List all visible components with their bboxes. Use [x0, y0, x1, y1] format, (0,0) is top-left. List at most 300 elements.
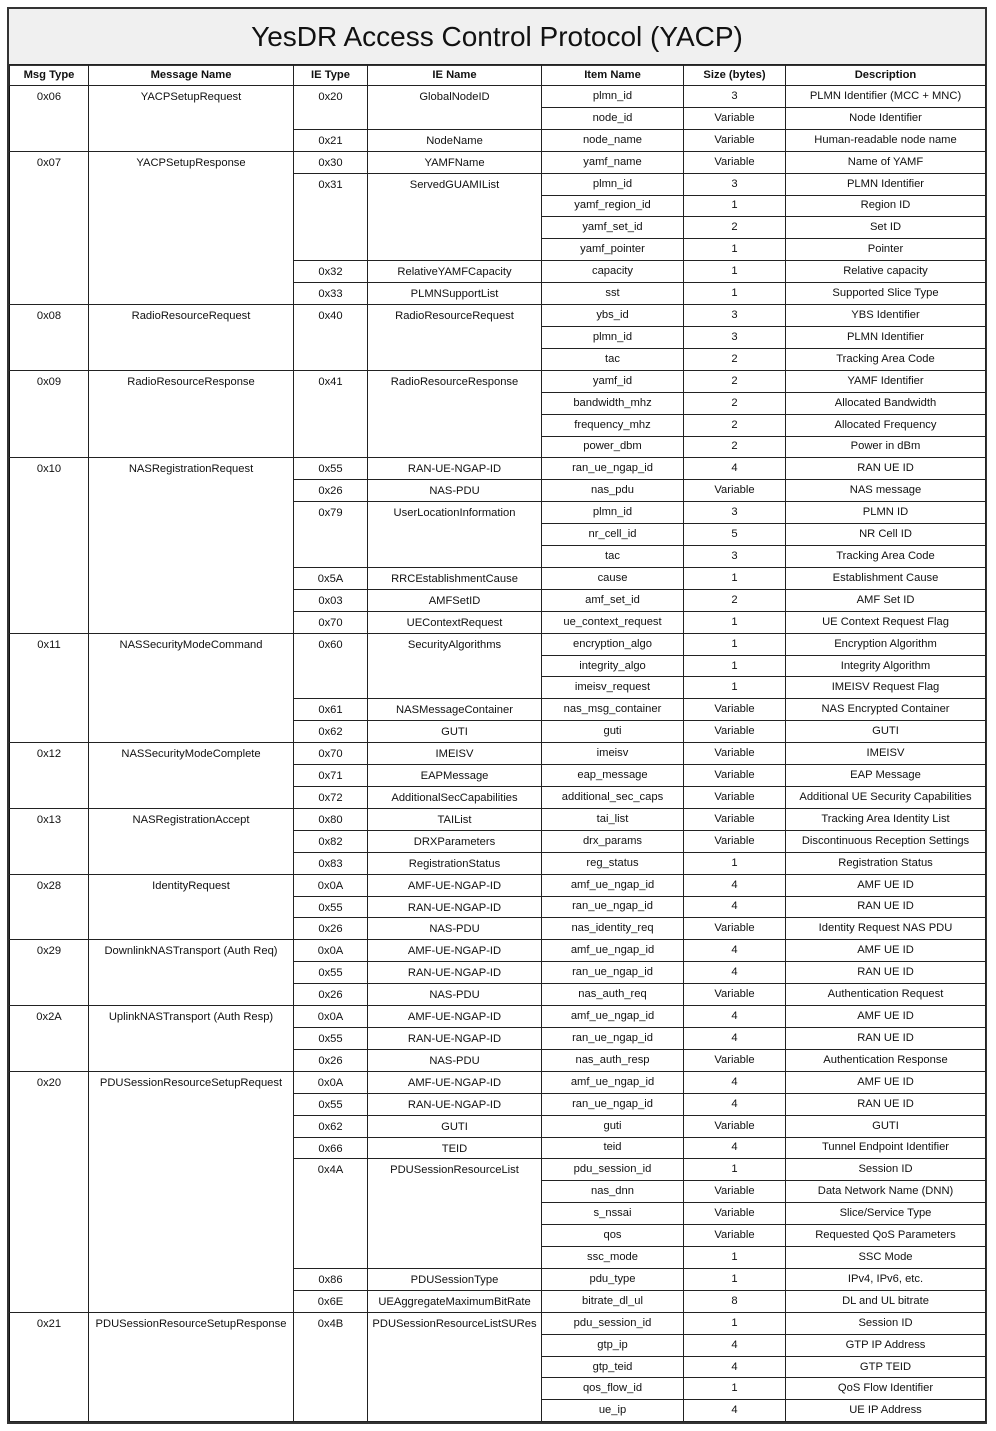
size-cell: Variable: [684, 765, 786, 787]
size-cell: Variable: [684, 107, 786, 129]
description-cell: Encryption Algorithm: [786, 633, 986, 655]
size-cell: Variable: [684, 918, 786, 940]
item-name-cell: bitrate_dl_ul: [542, 1290, 684, 1312]
description-cell: Slice/Service Type: [786, 1203, 986, 1225]
ie-name-cell: NAS-PDU: [368, 984, 542, 1006]
size-cell: 1: [684, 239, 786, 261]
table-row: [10, 743, 986, 765]
description-cell: Human-readable node name: [786, 129, 986, 151]
ie-type-cell: 0x55: [294, 1027, 368, 1049]
description-cell: GTP TEID: [786, 1356, 986, 1378]
description-cell: Set ID: [786, 217, 986, 239]
size-cell: 1: [684, 195, 786, 217]
column-header-item-name: Item Name: [542, 65, 684, 86]
item-name-cell: plmn_id: [542, 86, 684, 108]
ie-type-cell: 0x21: [294, 129, 368, 151]
item-name-cell: teid: [542, 1137, 684, 1159]
item-name-cell: qos_flow_id: [542, 1378, 684, 1400]
size-cell: 4: [684, 1027, 786, 1049]
description-cell: Tracking Area Code: [786, 348, 986, 370]
message-name-cell: UplinkNASTransport (Auth Resp): [89, 1006, 294, 1072]
description-cell: PLMN Identifier (MCC + MNC): [786, 86, 986, 108]
size-cell: 4: [684, 1137, 786, 1159]
ie-type-cell: 0x6E: [294, 1290, 368, 1312]
message-name-cell: RadioResourceResponse: [89, 370, 294, 458]
item-name-cell: yamf_name: [542, 151, 684, 173]
item-name-cell: reg_status: [542, 852, 684, 874]
ie-name-cell: PDUSessionType: [368, 1268, 542, 1290]
size-cell: 1: [684, 852, 786, 874]
description-cell: GUTI: [786, 1115, 986, 1137]
item-name-cell: plmn_id: [542, 326, 684, 348]
description-cell: PLMN Identifier: [786, 173, 986, 195]
msg-type-cell: 0x08: [10, 305, 89, 371]
item-name-cell: pdu_type: [542, 1268, 684, 1290]
table-row: [10, 633, 986, 655]
description-cell: DL and UL bitrate: [786, 1290, 986, 1312]
size-cell: Variable: [684, 1115, 786, 1137]
size-cell: 4: [684, 1334, 786, 1356]
ie-type-cell: 0x66: [294, 1137, 368, 1159]
description-cell: Allocated Frequency: [786, 414, 986, 436]
ie-type-cell: 0x0A: [294, 874, 368, 896]
ie-name-cell: PDUSessionResourceList: [368, 1159, 542, 1269]
description-cell: Pointer: [786, 239, 986, 261]
item-name-cell: ran_ue_ngap_id: [542, 458, 684, 480]
size-cell: Variable: [684, 984, 786, 1006]
description-cell: Supported Slice Type: [786, 283, 986, 305]
ie-type-cell: 0x03: [294, 589, 368, 611]
ie-name-cell: RAN-UE-NGAP-ID: [368, 1027, 542, 1049]
description-cell: EAP Message: [786, 765, 986, 787]
size-cell: 1: [684, 567, 786, 589]
ie-name-cell: UserLocationInformation: [368, 502, 542, 568]
size-cell: 3: [684, 86, 786, 108]
message-name-cell: YACPSetupResponse: [89, 151, 294, 304]
size-cell: 8: [684, 1290, 786, 1312]
ie-type-cell: 0x0A: [294, 1071, 368, 1093]
item-name-cell: nr_cell_id: [542, 524, 684, 546]
ie-name-cell: GUTI: [368, 721, 542, 743]
item-name-cell: integrity_algo: [542, 655, 684, 677]
ie-type-cell: 0x26: [294, 480, 368, 502]
size-cell: 4: [684, 896, 786, 918]
description-cell: Tracking Area Identity List: [786, 808, 986, 830]
ie-type-cell: 0x83: [294, 852, 368, 874]
size-cell: 2: [684, 348, 786, 370]
size-cell: Variable: [684, 808, 786, 830]
msg-type-cell: 0x13: [10, 808, 89, 874]
ie-name-cell: NASMessageContainer: [368, 699, 542, 721]
ie-name-cell: RRCEstablishmentCause: [368, 567, 542, 589]
ie-name-cell: RAN-UE-NGAP-ID: [368, 1093, 542, 1115]
description-cell: IMEISV Request Flag: [786, 677, 986, 699]
description-cell: Discontinuous Reception Settings: [786, 830, 986, 852]
ie-type-cell: 0x62: [294, 721, 368, 743]
document-frame: [7, 7, 987, 1424]
size-cell: 1: [684, 1268, 786, 1290]
item-name-cell: nas_auth_resp: [542, 1049, 684, 1071]
message-name-cell: IdentityRequest: [89, 874, 294, 940]
size-cell: 1: [684, 283, 786, 305]
ie-name-cell: NAS-PDU: [368, 1049, 542, 1071]
item-name-cell: frequency_mhz: [542, 414, 684, 436]
item-name-cell: gtp_ip: [542, 1334, 684, 1356]
item-name-cell: plmn_id: [542, 173, 684, 195]
description-cell: AMF UE ID: [786, 1071, 986, 1093]
msg-type-cell: 0x06: [10, 86, 89, 152]
description-cell: AMF UE ID: [786, 940, 986, 962]
ie-type-cell: 0x0A: [294, 1006, 368, 1028]
ie-type-cell: 0x70: [294, 743, 368, 765]
ie-name-cell: RAN-UE-NGAP-ID: [368, 896, 542, 918]
description-cell: RAN UE ID: [786, 896, 986, 918]
msg-type-cell: 0x10: [10, 458, 89, 633]
table-row: [10, 86, 986, 108]
msg-type-cell: 0x12: [10, 743, 89, 809]
size-cell: Variable: [684, 1203, 786, 1225]
item-name-cell: qos: [542, 1225, 684, 1247]
size-cell: 4: [684, 940, 786, 962]
ie-name-cell: PDUSessionResourceListSURes: [368, 1312, 542, 1422]
item-name-cell: eap_message: [542, 765, 684, 787]
table-row: [10, 874, 986, 896]
ie-type-cell: 0x60: [294, 633, 368, 699]
description-cell: Identity Request NAS PDU: [786, 918, 986, 940]
description-cell: YAMF Identifier: [786, 370, 986, 392]
ie-type-cell: 0x71: [294, 765, 368, 787]
description-cell: Establishment Cause: [786, 567, 986, 589]
size-cell: 1: [684, 1247, 786, 1269]
item-name-cell: ue_context_request: [542, 611, 684, 633]
description-cell: YBS Identifier: [786, 305, 986, 327]
item-name-cell: amf_set_id: [542, 589, 684, 611]
column-header-ie-name: IE Name: [368, 65, 542, 86]
size-cell: 4: [684, 1071, 786, 1093]
ie-type-cell: 0x26: [294, 1049, 368, 1071]
item-name-cell: yamf_set_id: [542, 217, 684, 239]
item-name-cell: amf_ue_ngap_id: [542, 1071, 684, 1093]
ie-type-cell: 0x82: [294, 830, 368, 852]
ie-type-cell: 0x55: [294, 1093, 368, 1115]
ie-name-cell: RAN-UE-NGAP-ID: [368, 458, 542, 480]
size-cell: Variable: [684, 1049, 786, 1071]
size-cell: Variable: [684, 699, 786, 721]
msg-type-cell: 0x09: [10, 370, 89, 458]
table-row: [10, 808, 986, 830]
ie-name-cell: TEID: [368, 1137, 542, 1159]
item-name-cell: amf_ue_ngap_id: [542, 1006, 684, 1028]
item-name-cell: imeisv: [542, 743, 684, 765]
description-cell: GUTI: [786, 721, 986, 743]
size-cell: Variable: [684, 721, 786, 743]
ie-name-cell: DRXParameters: [368, 830, 542, 852]
description-cell: Authentication Request: [786, 984, 986, 1006]
table-row: [10, 1006, 986, 1028]
description-cell: Tracking Area Code: [786, 546, 986, 568]
description-cell: Session ID: [786, 1159, 986, 1181]
table-row: [10, 1312, 986, 1334]
ie-name-cell: UEContextRequest: [368, 611, 542, 633]
ie-name-cell: AMF-UE-NGAP-ID: [368, 874, 542, 896]
ie-name-cell: IMEISV: [368, 743, 542, 765]
table-body: [10, 86, 986, 1422]
size-cell: 2: [684, 589, 786, 611]
ie-name-cell: GUTI: [368, 1115, 542, 1137]
column-header-ie-type: IE Type: [294, 65, 368, 86]
size-cell: 1: [684, 1159, 786, 1181]
description-cell: PLMN ID: [786, 502, 986, 524]
size-cell: Variable: [684, 787, 786, 809]
item-name-cell: additional_sec_caps: [542, 787, 684, 809]
message-name-cell: NASRegistrationRequest: [89, 458, 294, 633]
ie-name-cell: AMFSetID: [368, 589, 542, 611]
ie-name-cell: RegistrationStatus: [368, 852, 542, 874]
size-cell: 4: [684, 1400, 786, 1422]
item-name-cell: plmn_id: [542, 502, 684, 524]
description-cell: RAN UE ID: [786, 458, 986, 480]
description-cell: Registration Status: [786, 852, 986, 874]
item-name-cell: drx_params: [542, 830, 684, 852]
size-cell: 4: [684, 962, 786, 984]
description-cell: QoS Flow Identifier: [786, 1378, 986, 1400]
description-cell: GTP IP Address: [786, 1334, 986, 1356]
ie-type-cell: 0x0A: [294, 940, 368, 962]
column-header-size: Size (bytes): [684, 65, 786, 86]
item-name-cell: nas_auth_req: [542, 984, 684, 1006]
description-cell: UE IP Address: [786, 1400, 986, 1422]
description-cell: Integrity Algorithm: [786, 655, 986, 677]
item-name-cell: sst: [542, 283, 684, 305]
ie-name-cell: YAMFName: [368, 151, 542, 173]
description-cell: NAS message: [786, 480, 986, 502]
item-name-cell: guti: [542, 721, 684, 743]
ie-name-cell: GlobalNodeID: [368, 86, 542, 130]
item-name-cell: s_nssai: [542, 1203, 684, 1225]
table-row: [10, 370, 986, 392]
description-cell: SSC Mode: [786, 1247, 986, 1269]
item-name-cell: ran_ue_ngap_id: [542, 1093, 684, 1115]
table-header-row: [10, 65, 986, 86]
ie-type-cell: 0x55: [294, 458, 368, 480]
item-name-cell: amf_ue_ngap_id: [542, 940, 684, 962]
item-name-cell: imeisv_request: [542, 677, 684, 699]
ie-type-cell: 0x70: [294, 611, 368, 633]
message-name-cell: DownlinkNASTransport (Auth Req): [89, 940, 294, 1006]
item-name-cell: tac: [542, 546, 684, 568]
message-name-cell: PDUSessionResourceSetupResponse: [89, 1312, 294, 1422]
ie-type-cell: 0x86: [294, 1268, 368, 1290]
size-cell: 1: [684, 677, 786, 699]
ie-name-cell: PLMNSupportList: [368, 283, 542, 305]
description-cell: RAN UE ID: [786, 962, 986, 984]
item-name-cell: cause: [542, 567, 684, 589]
size-cell: 3: [684, 502, 786, 524]
size-cell: 1: [684, 655, 786, 677]
item-name-cell: bandwidth_mhz: [542, 392, 684, 414]
ie-type-cell: 0x26: [294, 918, 368, 940]
size-cell: 2: [684, 370, 786, 392]
ie-name-cell: TAIList: [368, 808, 542, 830]
item-name-cell: ran_ue_ngap_id: [542, 1027, 684, 1049]
description-cell: NR Cell ID: [786, 524, 986, 546]
item-name-cell: nas_dnn: [542, 1181, 684, 1203]
description-cell: Tunnel Endpoint Identifier: [786, 1137, 986, 1159]
description-cell: AMF Set ID: [786, 589, 986, 611]
description-cell: Power in dBm: [786, 436, 986, 458]
ie-type-cell: 0x41: [294, 370, 368, 458]
description-cell: IPv4, IPv6, etc.: [786, 1268, 986, 1290]
item-name-cell: nas_identity_req: [542, 918, 684, 940]
ie-name-cell: AMF-UE-NGAP-ID: [368, 1006, 542, 1028]
table-row: [10, 940, 986, 962]
item-name-cell: ssc_mode: [542, 1247, 684, 1269]
ie-name-cell: RadioResourceResponse: [368, 370, 542, 458]
ie-type-cell: 0x55: [294, 896, 368, 918]
ie-name-cell: AMF-UE-NGAP-ID: [368, 940, 542, 962]
ie-type-cell: 0x62: [294, 1115, 368, 1137]
msg-type-cell: 0x20: [10, 1071, 89, 1312]
ie-type-cell: 0x31: [294, 173, 368, 261]
size-cell: 2: [684, 436, 786, 458]
ie-name-cell: AdditionalSecCapabilities: [368, 787, 542, 809]
description-cell: Requested QoS Parameters: [786, 1225, 986, 1247]
ie-type-cell: 0x80: [294, 808, 368, 830]
ie-name-cell: NAS-PDU: [368, 480, 542, 502]
size-cell: 2: [684, 217, 786, 239]
description-cell: Region ID: [786, 195, 986, 217]
item-name-cell: amf_ue_ngap_id: [542, 874, 684, 896]
msg-type-cell: 0x11: [10, 633, 89, 743]
ie-type-cell: 0x26: [294, 984, 368, 1006]
ie-name-cell: SecurityAlgorithms: [368, 633, 542, 699]
size-cell: Variable: [684, 1181, 786, 1203]
item-name-cell: ran_ue_ngap_id: [542, 962, 684, 984]
ie-name-cell: RadioResourceRequest: [368, 305, 542, 371]
protocol-table: [9, 64, 986, 1422]
ie-type-cell: 0x4A: [294, 1159, 368, 1269]
table-row: [10, 1071, 986, 1093]
ie-type-cell: 0x32: [294, 261, 368, 283]
ie-type-cell: 0x33: [294, 283, 368, 305]
size-cell: 3: [684, 546, 786, 568]
item-name-cell: pdu_session_id: [542, 1159, 684, 1181]
table-row: [10, 151, 986, 173]
item-name-cell: nas_pdu: [542, 480, 684, 502]
item-name-cell: yamf_id: [542, 370, 684, 392]
item-name-cell: node_id: [542, 107, 684, 129]
item-name-cell: pdu_session_id: [542, 1312, 684, 1334]
ie-name-cell: NAS-PDU: [368, 918, 542, 940]
item-name-cell: power_dbm: [542, 436, 684, 458]
ie-name-cell: RAN-UE-NGAP-ID: [368, 962, 542, 984]
table-row: [10, 458, 986, 480]
ie-name-cell: AMF-UE-NGAP-ID: [368, 1071, 542, 1093]
description-cell: Data Network Name (DNN): [786, 1181, 986, 1203]
item-name-cell: ybs_id: [542, 305, 684, 327]
size-cell: 3: [684, 326, 786, 348]
msg-type-cell: 0x21: [10, 1312, 89, 1422]
ie-name-cell: ServedGUAMIList: [368, 173, 542, 261]
msg-type-cell: 0x28: [10, 874, 89, 940]
message-name-cell: NASRegistrationAccept: [89, 808, 294, 874]
item-name-cell: gtp_teid: [542, 1356, 684, 1378]
item-name-cell: yamf_pointer: [542, 239, 684, 261]
ie-type-cell: 0x79: [294, 502, 368, 568]
description-cell: NAS Encrypted Container: [786, 699, 986, 721]
description-cell: Session ID: [786, 1312, 986, 1334]
size-cell: 1: [684, 611, 786, 633]
ie-type-cell: 0x30: [294, 151, 368, 173]
ie-type-cell: 0x61: [294, 699, 368, 721]
description-cell: IMEISV: [786, 743, 986, 765]
ie-type-cell: 0x55: [294, 962, 368, 984]
column-header-message-name: Message Name: [89, 65, 294, 86]
size-cell: 4: [684, 874, 786, 896]
msg-type-cell: 0x07: [10, 151, 89, 304]
description-cell: AMF UE ID: [786, 874, 986, 896]
size-cell: 2: [684, 392, 786, 414]
item-name-cell: node_name: [542, 129, 684, 151]
description-cell: Relative capacity: [786, 261, 986, 283]
size-cell: 4: [684, 1356, 786, 1378]
msg-type-cell: 0x29: [10, 940, 89, 1006]
message-name-cell: YACPSetupRequest: [89, 86, 294, 152]
message-name-cell: PDUSessionResourceSetupRequest: [89, 1071, 294, 1312]
item-name-cell: tac: [542, 348, 684, 370]
item-name-cell: guti: [542, 1115, 684, 1137]
item-name-cell: yamf_region_id: [542, 195, 684, 217]
item-name-cell: capacity: [542, 261, 684, 283]
ie-type-cell: 0x40: [294, 305, 368, 371]
size-cell: Variable: [684, 129, 786, 151]
size-cell: Variable: [684, 151, 786, 173]
item-name-cell: tai_list: [542, 808, 684, 830]
ie-name-cell: NodeName: [368, 129, 542, 151]
item-name-cell: ran_ue_ngap_id: [542, 896, 684, 918]
size-cell: 3: [684, 173, 786, 195]
ie-type-cell: 0x20: [294, 86, 368, 130]
description-cell: RAN UE ID: [786, 1093, 986, 1115]
size-cell: 1: [684, 1378, 786, 1400]
size-cell: 1: [684, 1312, 786, 1334]
ie-type-cell: 0x4B: [294, 1312, 368, 1422]
ie-type-cell: 0x5A: [294, 567, 368, 589]
description-cell: PLMN Identifier: [786, 326, 986, 348]
description-cell: Additional UE Security Capabilities: [786, 787, 986, 809]
size-cell: 4: [684, 458, 786, 480]
description-cell: Authentication Response: [786, 1049, 986, 1071]
size-cell: 4: [684, 1006, 786, 1028]
item-name-cell: ue_ip: [542, 1400, 684, 1422]
item-name-cell: encryption_algo: [542, 633, 684, 655]
ie-name-cell: UEAggregateMaximumBitRate: [368, 1290, 542, 1312]
item-name-cell: nas_msg_container: [542, 699, 684, 721]
message-name-cell: RadioResourceRequest: [89, 305, 294, 371]
size-cell: Variable: [684, 830, 786, 852]
ie-name-cell: RelativeYAMFCapacity: [368, 261, 542, 283]
description-cell: AMF UE ID: [786, 1006, 986, 1028]
ie-type-cell: 0x72: [294, 787, 368, 809]
page-title: YesDR Access Control Protocol (YACP): [9, 9, 985, 66]
size-cell: 4: [684, 1093, 786, 1115]
msg-type-cell: 0x2A: [10, 1006, 89, 1072]
column-header-description: Description: [786, 65, 986, 86]
column-header-msg-type: Msg Type: [10, 65, 89, 86]
description-cell: UE Context Request Flag: [786, 611, 986, 633]
size-cell: 1: [684, 261, 786, 283]
size-cell: 5: [684, 524, 786, 546]
